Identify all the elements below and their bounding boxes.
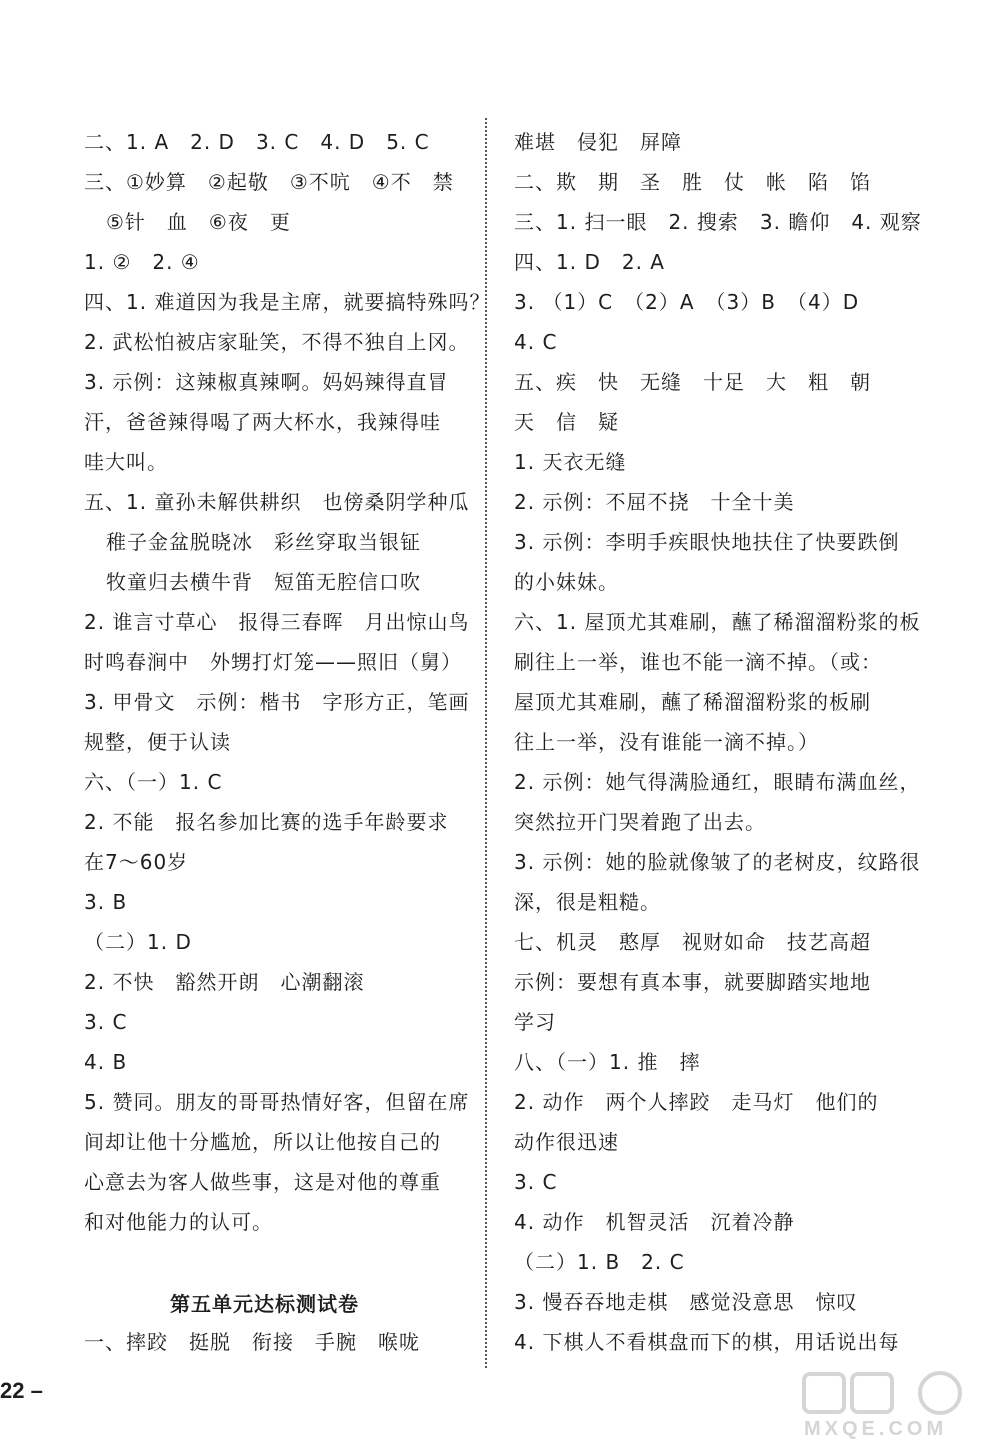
answer-line: 刷往上一举，谁也不能一滴不掉。（或： — [514, 650, 882, 674]
answer-line: 1. ② 2. ④ — [84, 250, 200, 274]
answer-line: 突然拉开门哭着跑了出去。 — [514, 810, 766, 834]
answer-line: 3. 慢吞吞地走棋 感觉没意思 惊叹 — [514, 1290, 858, 1314]
answer-line: 间却让他十分尴尬，所以让他按自己的 — [84, 1130, 441, 1154]
answer-line: （二）1. B 2. C — [514, 1250, 685, 1274]
answer-line: 规整，便于认读 — [84, 730, 231, 754]
page-number: 22 – — [0, 1378, 43, 1403]
answer-line: 深，很是粗糙。 — [514, 890, 661, 914]
answer-line: 4. 动作 机智灵活 沉着冷静 — [514, 1210, 795, 1234]
watermark-logo — [800, 1368, 990, 1444]
answer-line: 天 信 疑 — [514, 410, 619, 434]
answer-line: （二）1. D — [84, 930, 192, 954]
answer-line: 2. 不能 报名参加比赛的选手年龄要求 — [84, 810, 449, 834]
answer-line: 在7～60岁 — [84, 850, 189, 874]
answer-line: 3. 甲骨文 示例：楷书 字形方正，笔画 — [84, 690, 470, 714]
answer-line: 六、（一）1. C — [84, 770, 223, 794]
answer-line: 3. （1）C （2）A （3）B （4）D — [514, 290, 860, 314]
answer-line: 4. C — [514, 330, 558, 354]
answer-line: 二、1. A 2. D 3. C 4. D 5. C — [84, 130, 430, 154]
answer-line: 4. 下棋人不看棋盘而下的棋，用话说出每 — [514, 1330, 900, 1354]
answer-line: 往上一举，没有谁能一滴不掉。） — [514, 730, 819, 754]
answer-line: 3. C — [514, 1170, 558, 1194]
answer-line: 2. 动作 两个人摔跤 走马灯 他们的 — [514, 1090, 879, 1114]
answer-line: 五、疾 快 无缝 十足 大 粗 朝 — [514, 370, 871, 394]
answer-line: 3. 示例：这辣椒真辣啊。妈妈辣得直冒 — [84, 370, 449, 394]
answer-line: 四、1. 难道因为我是主席，就要搞特殊吗？ — [84, 290, 491, 314]
section-heading: 第五单元达标测试卷 — [170, 1292, 359, 1316]
answer-line: 一、摔跤 挺脱 衔接 手腕 喉咙 — [84, 1330, 420, 1354]
answer-line: 3. 示例：李明手疾眼快地扶住了快要跌倒 — [514, 530, 900, 554]
watermark-text: MXQE.COM — [804, 1418, 948, 1440]
column-divider — [485, 118, 487, 1368]
answer-line: 动作很迅速 — [514, 1130, 619, 1154]
answer-line: 的小妹妹。 — [514, 570, 619, 594]
answer-line: 五、1. 童孙未解供耕织 也傍桑阴学种瓜 — [84, 490, 470, 514]
answer-line: 稚子金盆脱晓冰 彩丝穿取当银钲 — [106, 530, 421, 554]
watermark-emblem-icon — [800, 1368, 990, 1418]
answer-line: 汗，爸爸辣得喝了两大杯水，我辣得哇 — [84, 410, 441, 434]
answer-line: 和对他能力的认可。 — [84, 1210, 273, 1234]
answer-line: 学习 — [514, 1010, 556, 1034]
answer-line: 2. 武松怕被店家耻笑，不得不独自上冈。 — [84, 330, 470, 354]
answer-line: 四、1. D 2. A — [514, 250, 665, 274]
answer-line: 5. 赞同。朋友的哥哥热情好客，但留在席 — [84, 1090, 470, 1114]
answer-line: 3. C — [84, 1010, 128, 1034]
answer-line: 六、1. 屋顶尤其难刷，蘸了稀溜溜粉浆的板 — [514, 610, 921, 634]
answer-line: 七、机灵 憨厚 视财如命 技艺高超 — [514, 930, 871, 954]
answer-line: 示例：要想有真本事，就要脚踏实地地 — [514, 970, 871, 994]
answer-line: 三、1. 扫一眼 2. 搜索 3. 瞻仰 4. 观察 — [514, 210, 922, 234]
answer-line: 心意去为客人做些事，这是对他的尊重 — [84, 1170, 441, 1194]
answer-line: 2. 不快 豁然开朗 心潮翻滚 — [84, 970, 365, 994]
answer-line: 牧童归去横牛背 短笛无腔信口吹 — [106, 570, 421, 594]
answer-line: 哇大叫。 — [84, 450, 168, 474]
answer-line: 2. 示例：她气得满脸通红，眼睛布满血丝， — [514, 770, 921, 794]
answer-line: 时鸣春涧中 外甥打灯笼——照旧（舅） — [84, 650, 462, 674]
answer-line: ⑤针 血 ⑥夜 更 — [106, 210, 291, 234]
answer-line: 4. B — [84, 1050, 128, 1074]
answer-line: 1. 天衣无缝 — [514, 450, 627, 474]
answer-line: 难堪 侵犯 屏障 — [514, 130, 682, 154]
answer-line: 屋顶尤其难刷，蘸了稀溜溜粉浆的板刷 — [514, 690, 871, 714]
answer-line: 二、欺 期 圣 胜 仗 帐 陷 馅 — [514, 170, 871, 194]
answer-line: 三、①妙算 ②起敬 ③不吭 ④不 禁 — [84, 170, 454, 194]
answer-line: 2. 示例：不屈不挠 十全十美 — [514, 490, 795, 514]
answer-line: 3. B — [84, 890, 128, 914]
answer-line: 2. 谁言寸草心 报得三春晖 月出惊山鸟 — [84, 610, 470, 634]
answer-line: 3. 示例：她的脸就像皱了的老树皮，纹路很 — [514, 850, 921, 874]
answer-line: 八、（一）1. 推 摔 — [514, 1050, 701, 1074]
